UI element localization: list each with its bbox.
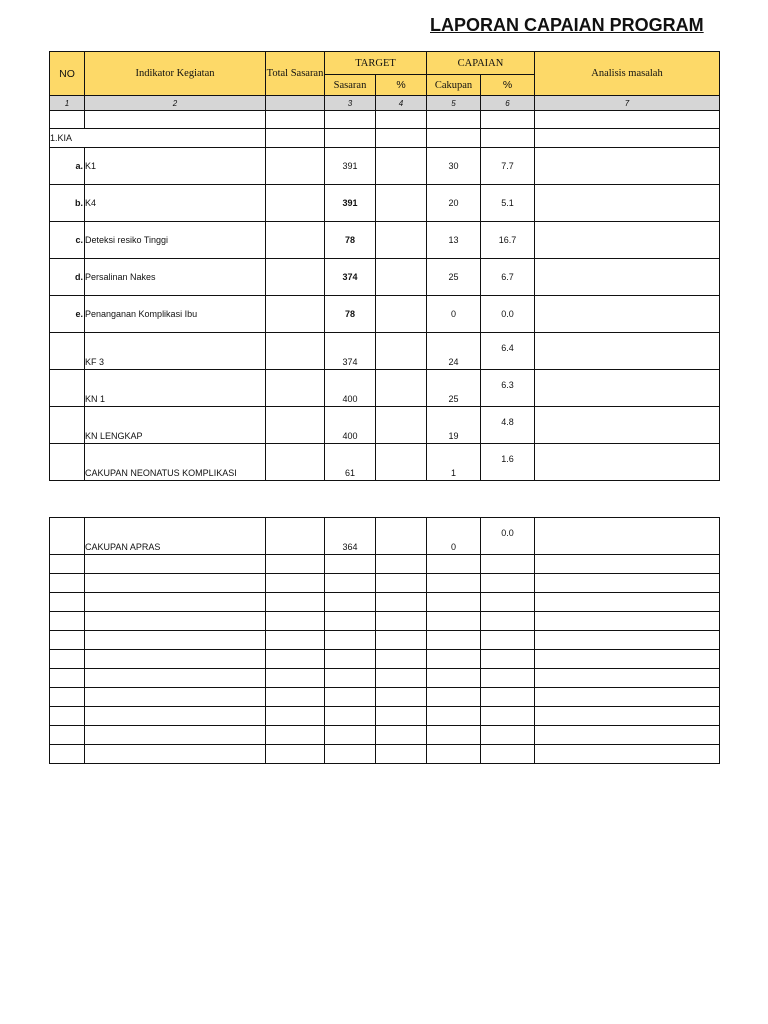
indikator-cell: CAKUPAN NEONATUS KOMPLIKASI (85, 444, 266, 481)
table-row (50, 333, 720, 370)
report-table-main (49, 51, 720, 481)
section-row (50, 129, 720, 148)
table-row (50, 111, 720, 129)
cakupan-cell: 24 (427, 333, 481, 370)
indikator-cell: KN LENGKAP (85, 407, 266, 444)
sasaran-cell: 364 (325, 518, 376, 555)
row-number: b. (50, 185, 85, 222)
header-no: NO (50, 52, 85, 96)
indikator-cell: Penanganan Komplikasi Ibu (85, 296, 266, 333)
column-number: 4 (376, 96, 427, 111)
indikator-cell: KN 1 (85, 370, 266, 407)
row-number: d. (50, 259, 85, 296)
empty-row (50, 707, 720, 726)
table-row (50, 370, 720, 407)
column-number: 6 (481, 96, 535, 111)
sasaran-cell: 391 (325, 185, 376, 222)
pct-cell: 6.3 (481, 370, 535, 407)
sasaran-cell: 78 (325, 222, 376, 259)
sasaran-cell: 391 (325, 148, 376, 185)
empty-row (50, 612, 720, 631)
indikator-cell: KF 3 (85, 333, 266, 370)
header-capaian-pct: % (481, 75, 535, 96)
cakupan-cell: 0 (427, 518, 481, 555)
pct-cell: 0.0 (481, 518, 535, 555)
cakupan-cell: 25 (427, 259, 481, 296)
header-capaian: CAPAIAN (427, 52, 535, 75)
pct-cell: 5.1 (481, 185, 535, 222)
cakupan-cell: 20 (427, 185, 481, 222)
row-number: e. (50, 296, 85, 333)
section-label: 1.KIA (50, 129, 266, 148)
indikator-cell: Deteksi resiko Tinggi (85, 222, 266, 259)
pct-cell: 7.7 (481, 148, 535, 185)
empty-row (50, 631, 720, 650)
empty-row (50, 726, 720, 745)
pct-cell: 6.7 (481, 259, 535, 296)
header-analisis: Analisis masalah (535, 52, 720, 96)
header-sasaran: Sasaran (325, 75, 376, 96)
table-row (50, 259, 720, 296)
indikator-cell: K1 (85, 148, 266, 185)
column-number: 3 (325, 96, 376, 111)
header-indikator: Indikator Kegiatan (85, 52, 266, 96)
header-total-sasaran: Total Sasaran (266, 52, 325, 96)
report-table-secondary (49, 517, 720, 764)
sasaran-cell: 61 (325, 444, 376, 481)
column-number: 1 (50, 96, 85, 111)
empty-row (50, 574, 720, 593)
sasaran-cell: 374 (325, 259, 376, 296)
empty-row (50, 688, 720, 707)
header-target: TARGET (325, 52, 427, 75)
cakupan-cell: 0 (427, 296, 481, 333)
cakupan-cell: 1 (427, 444, 481, 481)
pct-cell: 6.4 (481, 333, 535, 370)
column-number-row (50, 96, 720, 111)
table-row (50, 296, 720, 333)
table-row (50, 444, 720, 481)
column-number: 2 (85, 96, 266, 111)
indikator-cell: CAKUPAN APRAS (85, 518, 266, 555)
report-title: LAPORAN CAPAIAN PROGRAM (430, 15, 704, 35)
header-target-pct: % (376, 75, 427, 96)
pct-cell: 16.7 (481, 222, 535, 259)
indikator-cell: Persalinan Nakes (85, 259, 266, 296)
table-row (50, 185, 720, 222)
table-row (50, 407, 720, 444)
sasaran-cell: 400 (325, 407, 376, 444)
empty-row (50, 593, 720, 612)
column-number (266, 96, 325, 111)
pct-cell: 1.6 (481, 444, 535, 481)
cakupan-cell: 30 (427, 148, 481, 185)
empty-row (50, 669, 720, 688)
cakupan-cell: 13 (427, 222, 481, 259)
pct-cell: 4.8 (481, 407, 535, 444)
indikator-cell: K4 (85, 185, 266, 222)
header-cakupan: Cakupan (427, 75, 481, 96)
pct-cell: 0.0 (481, 296, 535, 333)
row-number: c. (50, 222, 85, 259)
column-number: 5 (427, 96, 481, 111)
sasaran-cell: 374 (325, 333, 376, 370)
table-row (50, 518, 720, 555)
table-row (50, 148, 720, 185)
sasaran-cell: 400 (325, 370, 376, 407)
cakupan-cell: 19 (427, 407, 481, 444)
sasaran-cell: 78 (325, 296, 376, 333)
empty-row (50, 650, 720, 669)
cakupan-cell: 25 (427, 370, 481, 407)
column-number: 7 (535, 96, 720, 111)
empty-row (50, 745, 720, 764)
table-row (50, 222, 720, 259)
empty-row (50, 555, 720, 574)
row-number: a. (50, 148, 85, 185)
